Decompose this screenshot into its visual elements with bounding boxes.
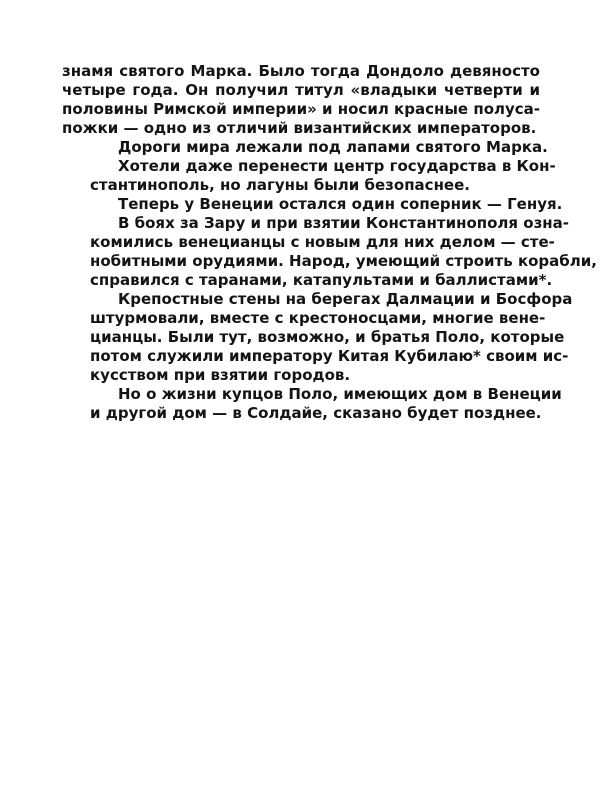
paragraph: [62, 157, 556, 195]
page-text: [62, 62, 597, 423]
text-line: Дороги мира лежали под лапами святого Марка.: [118, 138, 548, 156]
text-line: цианцы. Были тут, возможно, и братья Поло, которые: [90, 328, 565, 346]
paragraph: [62, 290, 573, 385]
text-line: Но о жизни купцов Поло, имеющих дом в Венеции: [118, 385, 562, 403]
text-line: половины Римской империи» и носил красные полуса-: [62, 100, 540, 118]
paragraph: [62, 195, 563, 214]
paragraph: [62, 214, 597, 290]
text-line: потом служили императору Китая Кубилаю* своим ис-: [90, 347, 569, 365]
text-line: штурмовали, вместе с крестоносцами, многие вене-: [90, 309, 546, 327]
text-line: Хотели даже перенести центр государства в Кон-: [118, 157, 556, 175]
text-line: четыре года. Он получил титул «владыки четверти и: [62, 81, 540, 99]
text-line: знамя святого Марка. Было тогда Дондоло девяносто: [62, 62, 540, 80]
paragraph: [62, 62, 540, 138]
text-line: В боях за Зару и при взятии Константинополя озна-: [118, 214, 569, 232]
text-line: кусством при взятии городов.: [90, 366, 351, 384]
text-line: Крепостные стены на берегах Далмации и Босфора: [118, 290, 573, 308]
text-line: Теперь у Венеции остался один соперник — Генуя.: [118, 195, 563, 213]
text-line: стантинополь, но лагуны были безопаснее.: [90, 176, 470, 194]
text-line: нобитными орудиями. Народ, умеющий строить корабли,: [90, 252, 597, 270]
text-line: и другой дом — в Солдайе, сказано будет позднее.: [90, 404, 542, 422]
paragraph: [62, 138, 548, 157]
text-line: справился с таранами, катапультами и баллистами*.: [90, 271, 553, 289]
text-line: пожки — одно из отличий византийских императоров.: [62, 119, 537, 137]
text-line: комились венецианцы с новым для них делом — сте-: [90, 233, 555, 251]
paragraph: [62, 385, 562, 423]
